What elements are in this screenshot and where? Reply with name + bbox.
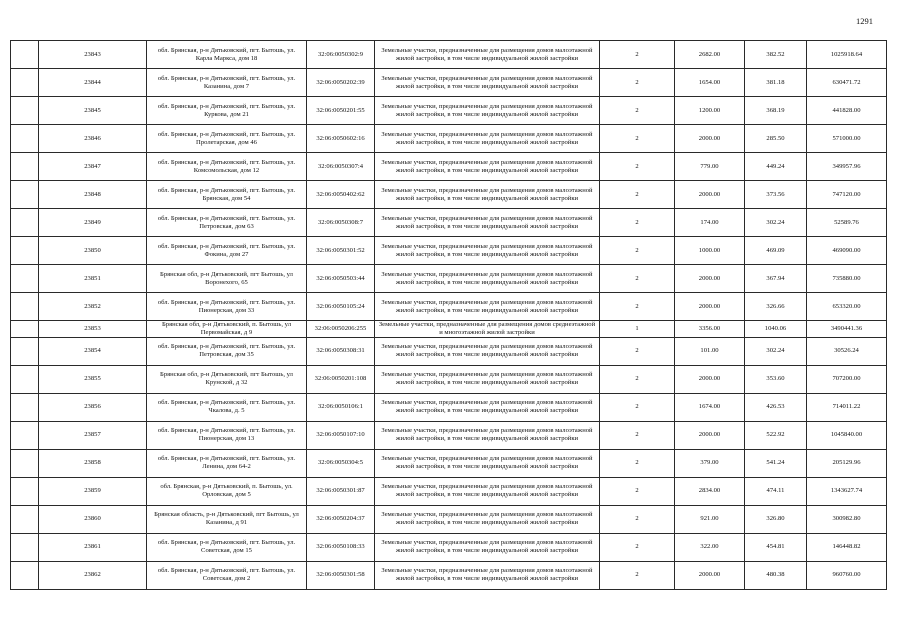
address-cell: обл. Брянская, р-н Дятьковский, пгт. Бытошь, ул. Пионерская, дом 13 — [147, 421, 307, 449]
category-cell: Земельные участки, предназначенные для размещения домов среднеэтажной и многоэтажной жилой застройки — [375, 321, 600, 338]
table-row — [11, 209, 887, 237]
table-row — [11, 69, 887, 97]
address-cell: Брянская область, р-н Дятьковский, пгт Бытошь, ул Казанина, д 91 — [147, 505, 307, 533]
num-cell: 23855 — [39, 365, 147, 393]
rate-cell: 373.56 — [745, 181, 807, 209]
category-cell: Земельные участки, предназначенные для размещения домов малоэтажной жилой застройки, в том числе индивидуальной жилой застройки — [375, 97, 600, 125]
blank-cell — [11, 421, 39, 449]
cadastral-cell: 32:06:0050307:4 — [307, 153, 375, 181]
num-cell: 23856 — [39, 393, 147, 421]
area-cell: 322.00 — [675, 533, 745, 561]
cadastral-cell: 32:06:0050105:24 — [307, 293, 375, 321]
blank-cell — [11, 533, 39, 561]
num-cell: 23847 — [39, 153, 147, 181]
blank-cell — [11, 265, 39, 293]
num-cell: 23850 — [39, 237, 147, 265]
category-cell: Земельные участки, предназначенные для размещения домов малоэтажной жилой застройки, в том числе индивидуальной жилой застройки — [375, 365, 600, 393]
value-cell: 1025918.64 — [807, 41, 887, 69]
cadastral-cell: 32:06:0050301:52 — [307, 237, 375, 265]
rate-cell: 541.24 — [745, 449, 807, 477]
blank-cell — [11, 209, 39, 237]
address-cell: обл. Брянская, р-н Дятьковский, пгт. Бытошь, ул. Советская, дом 2 — [147, 561, 307, 589]
table-row — [11, 237, 887, 265]
num-cell: 23843 — [39, 41, 147, 69]
area-cell: 2000.00 — [675, 365, 745, 393]
value-cell: 3490441.36 — [807, 321, 887, 338]
num-cell: 23853 — [39, 321, 147, 338]
address-cell: обл. Брянская, р-н Дятьковский, пгт. Бытошь, ул. Фокина, дом 27 — [147, 237, 307, 265]
group-cell: 1 — [600, 321, 675, 338]
page-number: 1291 — [856, 16, 873, 26]
blank-cell — [11, 477, 39, 505]
blank-cell — [11, 561, 39, 589]
area-cell: 174.00 — [675, 209, 745, 237]
land-registry-table — [10, 40, 887, 590]
value-cell: 571000.00 — [807, 125, 887, 153]
area-cell: 1674.00 — [675, 393, 745, 421]
table-row — [11, 533, 887, 561]
cadastral-cell: 32:06:0050503:44 — [307, 265, 375, 293]
table-row — [11, 449, 887, 477]
area-cell: 2000.00 — [675, 125, 745, 153]
group-cell: 2 — [600, 265, 675, 293]
value-cell: 1045840.00 — [807, 421, 887, 449]
table-row — [11, 393, 887, 421]
table-row — [11, 181, 887, 209]
value-cell: 630471.72 — [807, 69, 887, 97]
table-row — [11, 477, 887, 505]
area-cell: 779.00 — [675, 153, 745, 181]
value-cell: 747120.00 — [807, 181, 887, 209]
cadastral-cell: 32:06:0050302:9 — [307, 41, 375, 69]
area-cell: 2000.00 — [675, 293, 745, 321]
cadastral-cell: 32:06:0050402:62 — [307, 181, 375, 209]
rate-cell: 285.50 — [745, 125, 807, 153]
address-cell: обл. Брянская, р-н Дятьковский, пгт. Бытошь, ул. Пролетарская, дом 46 — [147, 125, 307, 153]
group-cell: 2 — [600, 293, 675, 321]
group-cell: 2 — [600, 237, 675, 265]
area-cell: 1200.00 — [675, 97, 745, 125]
address-cell: обл. Брянская, р-н Дятьковский, пгт. Бытошь, ул. Пионерская, дом 33 — [147, 293, 307, 321]
rate-cell: 474.11 — [745, 477, 807, 505]
group-cell: 2 — [600, 421, 675, 449]
blank-cell — [11, 237, 39, 265]
blank-cell — [11, 449, 39, 477]
num-cell: 23844 — [39, 69, 147, 97]
group-cell: 2 — [600, 449, 675, 477]
area-cell: 1654.00 — [675, 69, 745, 97]
num-cell: 23849 — [39, 209, 147, 237]
group-cell: 2 — [600, 69, 675, 97]
value-cell: 960760.00 — [807, 561, 887, 589]
address-cell: обл. Брянская, р-н Дятьковский, п. Бытошь, ул. Орловская, дом 5 — [147, 477, 307, 505]
address-cell: Брянская обл, р-н Дятьковский, пгт Бытошь, ул Воронехого, 65 — [147, 265, 307, 293]
num-cell: 23859 — [39, 477, 147, 505]
address-cell: обл. Брянская, р-н Дятьковский, пгт. Бытошь, ул. Петровская, дом 63 — [147, 209, 307, 237]
num-cell: 23857 — [39, 421, 147, 449]
table-row — [11, 125, 887, 153]
category-cell: Земельные участки, предназначенные для размещения домов малоэтажной жилой застройки, в том числе индивидуальной жилой застройки — [375, 69, 600, 97]
cadastral-cell: 32:06:0050106:1 — [307, 393, 375, 421]
cadastral-cell: 32:06:0050602:16 — [307, 125, 375, 153]
cadastral-cell: 32:06:0050201:55 — [307, 97, 375, 125]
table-row — [11, 505, 887, 533]
blank-cell — [11, 181, 39, 209]
address-cell: Брянская обл, р-н Дятьковский, пгт Бытошь, ул Крунской, д 32 — [147, 365, 307, 393]
table-row — [11, 561, 887, 589]
value-cell: 469090.00 — [807, 237, 887, 265]
category-cell: Земельные участки, предназначенные для размещения домов малоэтажной жилой застройки, в том числе индивидуальной жилой застройки — [375, 505, 600, 533]
category-cell: Земельные участки, предназначенные для размещения домов малоэтажной жилой застройки, в том числе индивидуальной жилой застройки — [375, 421, 600, 449]
cadastral-cell: 32:06:0050308:7 — [307, 209, 375, 237]
table-row — [11, 337, 887, 365]
num-cell: 23862 — [39, 561, 147, 589]
num-cell: 23845 — [39, 97, 147, 125]
category-cell: Земельные участки, предназначенные для размещения домов малоэтажной жилой застройки, в том числе индивидуальной жилой застройки — [375, 337, 600, 365]
num-cell: 23860 — [39, 505, 147, 533]
rate-cell: 522.92 — [745, 421, 807, 449]
address-cell: Брянская обл, р-н Дятьковский, п. Бытошь, ул Первомайская, д 9 — [147, 321, 307, 338]
cadastral-cell: 32:06:0050107:10 — [307, 421, 375, 449]
value-cell: 735880.00 — [807, 265, 887, 293]
blank-cell — [11, 41, 39, 69]
group-cell: 2 — [600, 41, 675, 69]
blank-cell — [11, 69, 39, 97]
rate-cell: 449.24 — [745, 153, 807, 181]
category-cell: Земельные участки, предназначенные для размещения домов малоэтажной жилой застройки, в том числе индивидуальной жилой застройки — [375, 41, 600, 69]
value-cell: 300982.80 — [807, 505, 887, 533]
address-cell: обл. Брянская, р-н Дятьковский, пгт. Бытошь, ул. Казанина, дом 7 — [147, 69, 307, 97]
category-cell: Земельные участки, предназначенные для размещения домов малоэтажной жилой застройки, в том числе индивидуальной жилой застройки — [375, 153, 600, 181]
rate-cell: 326.66 — [745, 293, 807, 321]
table-row — [11, 41, 887, 69]
value-cell: 707200.00 — [807, 365, 887, 393]
blank-cell — [11, 125, 39, 153]
cadastral-cell: 32:06:0050201:108 — [307, 365, 375, 393]
cadastral-cell: 32:06:0050206:255 — [307, 321, 375, 338]
value-cell: 146448.82 — [807, 533, 887, 561]
rate-cell: 381.18 — [745, 69, 807, 97]
rate-cell: 326.80 — [745, 505, 807, 533]
value-cell: 205129.96 — [807, 449, 887, 477]
num-cell: 23851 — [39, 265, 147, 293]
rate-cell: 480.38 — [745, 561, 807, 589]
address-cell: обл. Брянская, р-н Дятьковский, пгт. Бытошь, ул. Куркова, дом 21 — [147, 97, 307, 125]
area-cell: 2000.00 — [675, 265, 745, 293]
area-cell: 921.00 — [675, 505, 745, 533]
blank-cell — [11, 97, 39, 125]
cadastral-cell: 32:06:0050108:33 — [307, 533, 375, 561]
table-row — [11, 293, 887, 321]
value-cell: 653320.00 — [807, 293, 887, 321]
group-cell: 2 — [600, 181, 675, 209]
group-cell: 2 — [600, 337, 675, 365]
rate-cell: 353.60 — [745, 365, 807, 393]
area-cell: 2000.00 — [675, 181, 745, 209]
num-cell: 23861 — [39, 533, 147, 561]
group-cell: 2 — [600, 97, 675, 125]
address-cell: обл. Брянская, р-н Дятьковский, пгт. Бытошь, ул. Советская, дом 15 — [147, 533, 307, 561]
rate-cell: 382.52 — [745, 41, 807, 69]
address-cell: обл. Брянская, р-н Дятьковский, пгт. Бытошь, ул. Петровская, дом 35 — [147, 337, 307, 365]
rate-cell: 454.81 — [745, 533, 807, 561]
area-cell: 101.00 — [675, 337, 745, 365]
category-cell: Земельные участки, предназначенные для размещения домов малоэтажной жилой застройки, в том числе индивидуальной жилой застройки — [375, 265, 600, 293]
value-cell: 30526.24 — [807, 337, 887, 365]
cadastral-cell: 32:06:0050301:87 — [307, 477, 375, 505]
num-cell: 23846 — [39, 125, 147, 153]
category-cell: Земельные участки, предназначенные для размещения домов малоэтажной жилой застройки, в том числе индивидуальной жилой застройки — [375, 533, 600, 561]
table-row — [11, 421, 887, 449]
value-cell: 714011.22 — [807, 393, 887, 421]
area-cell: 2000.00 — [675, 561, 745, 589]
category-cell: Земельные участки, предназначенные для размещения домов малоэтажной жилой застройки, в том числе индивидуальной жилой застройки — [375, 393, 600, 421]
cadastral-cell: 32:06:0050202:39 — [307, 69, 375, 97]
category-cell: Земельные участки, предназначенные для размещения домов малоэтажной жилой застройки, в том числе индивидуальной жилой застройки — [375, 237, 600, 265]
rate-cell: 367.94 — [745, 265, 807, 293]
cadastral-cell: 32:06:0050204:37 — [307, 505, 375, 533]
blank-cell — [11, 337, 39, 365]
category-cell: Земельные участки, предназначенные для размещения домов малоэтажной жилой застройки, в том числе индивидуальной жилой застройки — [375, 477, 600, 505]
rate-cell: 368.19 — [745, 97, 807, 125]
group-cell: 2 — [600, 209, 675, 237]
value-cell: 349957.96 — [807, 153, 887, 181]
address-cell: обл. Брянская, р-н Дятьковский, пгт. Бытошь, ул. Брянская, дом 54 — [147, 181, 307, 209]
group-cell: 2 — [600, 561, 675, 589]
rate-cell: 469.09 — [745, 237, 807, 265]
area-cell: 2834.00 — [675, 477, 745, 505]
table-body — [11, 41, 887, 590]
num-cell: 23852 — [39, 293, 147, 321]
address-cell: обл. Брянская, р-н Дятьковский, пгт. Бытошь, ул. Комсомольская, дом 12 — [147, 153, 307, 181]
group-cell: 2 — [600, 125, 675, 153]
blank-cell — [11, 153, 39, 181]
area-cell: 379.00 — [675, 449, 745, 477]
table-row — [11, 265, 887, 293]
group-cell: 2 — [600, 477, 675, 505]
rate-cell: 1040.06 — [745, 321, 807, 338]
table-row — [11, 321, 887, 338]
group-cell: 2 — [600, 393, 675, 421]
value-cell: 441828.00 — [807, 97, 887, 125]
category-cell: Земельные участки, предназначенные для размещения домов малоэтажной жилой застройки, в том числе индивидуальной жилой застройки — [375, 209, 600, 237]
category-cell: Земельные участки, предназначенные для размещения домов малоэтажной жилой застройки, в том числе индивидуальной жилой застройки — [375, 293, 600, 321]
category-cell: Земельные участки, предназначенные для размещения домов малоэтажной жилой застройки, в том числе индивидуальной жилой застройки — [375, 449, 600, 477]
blank-cell — [11, 505, 39, 533]
area-cell: 3356.00 — [675, 321, 745, 338]
rate-cell: 426.53 — [745, 393, 807, 421]
num-cell: 23854 — [39, 337, 147, 365]
table-row — [11, 97, 887, 125]
group-cell: 2 — [600, 533, 675, 561]
blank-cell — [11, 293, 39, 321]
category-cell: Земельные участки, предназначенные для размещения домов малоэтажной жилой застройки, в том числе индивидуальной жилой застройки — [375, 181, 600, 209]
group-cell: 2 — [600, 365, 675, 393]
num-cell: 23848 — [39, 181, 147, 209]
area-cell: 2682.00 — [675, 41, 745, 69]
cadastral-cell: 32:06:0050304:5 — [307, 449, 375, 477]
address-cell: обл. Брянская, р-н Дятьковский, пгт. Бытошь, ул. Чкалова, д. 5 — [147, 393, 307, 421]
area-cell: 2000.00 — [675, 421, 745, 449]
area-cell: 1000.00 — [675, 237, 745, 265]
group-cell: 2 — [600, 505, 675, 533]
category-cell: Земельные участки, предназначенные для размещения домов малоэтажной жилой застройки, в том числе индивидуальной жилой застройки — [375, 125, 600, 153]
rate-cell: 302.24 — [745, 337, 807, 365]
blank-cell — [11, 393, 39, 421]
cadastral-cell: 32:06:0050308:31 — [307, 337, 375, 365]
num-cell: 23858 — [39, 449, 147, 477]
table-row — [11, 153, 887, 181]
cadastral-cell: 32:06:0050301:58 — [307, 561, 375, 589]
rate-cell: 302.24 — [745, 209, 807, 237]
address-cell: обл. Брянская, р-н Дятьковский, пгт. Бытошь, ул. Ленина, дом 64-2 — [147, 449, 307, 477]
value-cell: 52589.76 — [807, 209, 887, 237]
blank-cell — [11, 321, 39, 338]
table-row — [11, 365, 887, 393]
blank-cell — [11, 365, 39, 393]
address-cell: обл. Брянская, р-н Дятьковский, пгт. Бытошь, ул. Карла Маркса, дом 18 — [147, 41, 307, 69]
category-cell: Земельные участки, предназначенные для размещения домов малоэтажной жилой застройки, в том числе индивидуальной жилой застройки — [375, 561, 600, 589]
group-cell: 2 — [600, 153, 675, 181]
value-cell: 1343627.74 — [807, 477, 887, 505]
